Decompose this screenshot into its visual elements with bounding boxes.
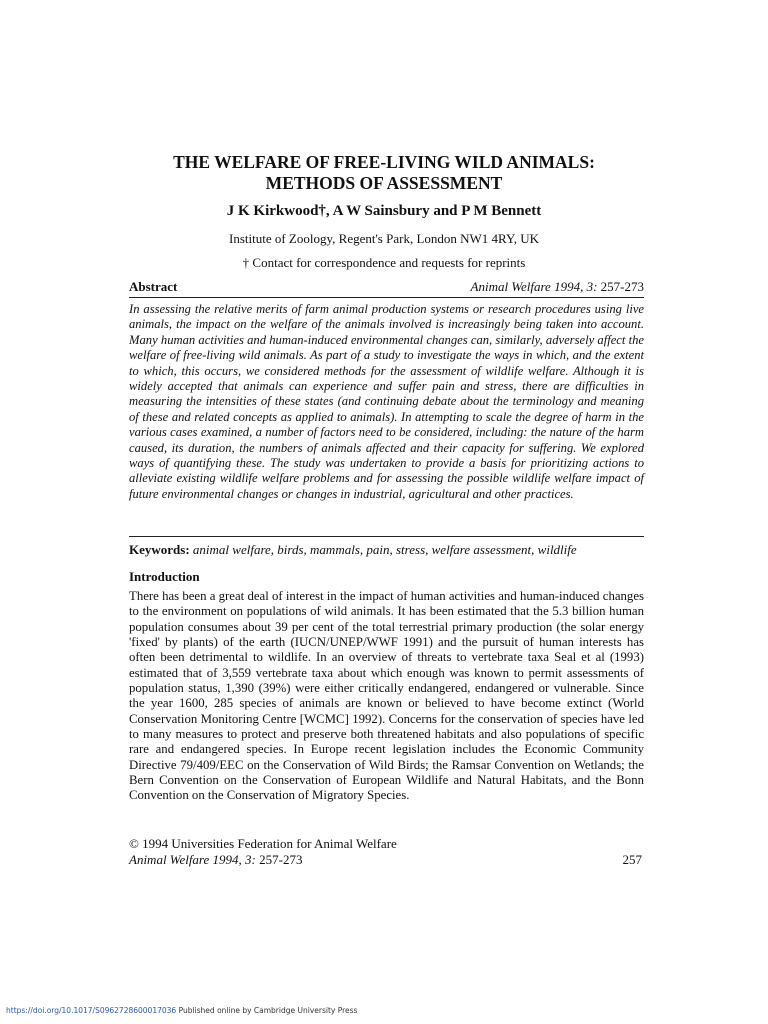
page-number: 257	[622, 852, 642, 867]
abstract-header	[129, 279, 644, 295]
abstract-bottom-rule	[129, 536, 644, 537]
abstract-citation	[471, 279, 644, 295]
keywords	[129, 542, 644, 558]
title-line-1: THE WELFARE OF FREE-LIVING WILD ANIMALS:	[173, 152, 595, 172]
keywords-value: animal welfare, birds, mammals, pain, stress, welfare assessment, wildlife	[192, 542, 577, 557]
abstract-label: Abstract	[129, 279, 178, 294]
copyright-line: © 1994 Universities Federation for Animal Welfare	[129, 836, 397, 851]
abstract-citation-journal: Animal Welfare 1994, 3:	[470, 279, 598, 294]
introduction-heading: Introduction	[129, 569, 200, 584]
abstract-text: In assessing the relative merits of farm animal production systems or research procedures using live animals, the impact on the welfare of the animals involved is increasingly being taken into account. Many human activities and human-induced environmental changes can, similarly, adversely affect the welfare of free-living wild animals. As part of a study to investigate the ways in which, and the extent to which, this occurs, we considered methods for the assessment of wildlife welfare. Although it is widely accepted that animals can experience and suffer pain and stress, there are difficulties in measuring the intensities of these states (and continuing debate about the terminology and meaning of these and related concepts as applied to animals). In attempting to scale the degree of harm in the various cases examined, a number of factors need to be considered, including: the nature of the harm caused, its duration, the numbers of animals affected and their capacity for suffering. We explored ways of quantifying these. The study was undertaken to provide a basis for prioritizing actions to alleviate existing wildlife welfare problems and for assessing the possible wildlife welfare impact of future environmental changes or changes in industrial, agricultural and other practices.	[129, 302, 644, 501]
doi-link[interactable]: https://doi.org/10.1017/S0962728600017036	[6, 1006, 177, 1015]
introduction-text: There has been a great deal of interest in the impact of human activities and human-induced changes to the environment on populations of wild animals. It has been estimated that the 5.3 billion human population consumes about 39 per cent of the total terrestrial primary production (the solar energy 'fixed' by plants) of the earth (IUCN/UNEP/WWF 1991) and the pursuit of human interests has often been detrimental to wildlife. In an overview of threats to vertebrate taxa Seal et al (1993) estimated that of 3,559 vertebrate taxa about which enough was known to permit assessments of population status, 1,390 (39%) were either critically endangered, endangered or vulnerable. Since the year 1600, 285 species of animals are known or believed to have become extinct (World Conservation Monitoring Centre [WCMC] 1992). Concerns for the conservation of species have led to many measures to protect and preserve both threatened habitats and also populations of specific rare and endangered species. In Europe recent legislation includes the Economic Community Directive 79/409/EEC on the Conservation of Wild Birds; the Ramsar Convention on Wetlands; the Bern Convention on the Conservation of European Wildlife and Natural Habitats, and the Bonn Convention on the Conservation of Migratory Species.	[129, 589, 644, 803]
journal-citation	[129, 852, 302, 868]
footer-published: Published online by Cambridge University Press	[176, 1006, 358, 1015]
keywords-label: Keywords:	[129, 542, 190, 557]
affiliation: Institute of Zoology, Regent's Park, London NW1 4RY, UK	[229, 231, 539, 246]
journal-pages: 257-273	[255, 852, 303, 867]
abstract-top-rule	[129, 297, 644, 298]
abstract-citation-pages: 257-273	[597, 279, 644, 294]
contact-note: † Contact for correspondence and requests for reprints	[242, 255, 526, 270]
author-list: J K Kirkwood†, A W Sainsbury and P M Bennett	[226, 203, 542, 219]
footer	[6, 1006, 357, 1015]
paper-title	[100, 152, 668, 194]
title-line-2: METHODS OF ASSESSMENT	[265, 173, 503, 193]
journal-name: Animal Welfare 1994, 3:	[129, 852, 256, 867]
